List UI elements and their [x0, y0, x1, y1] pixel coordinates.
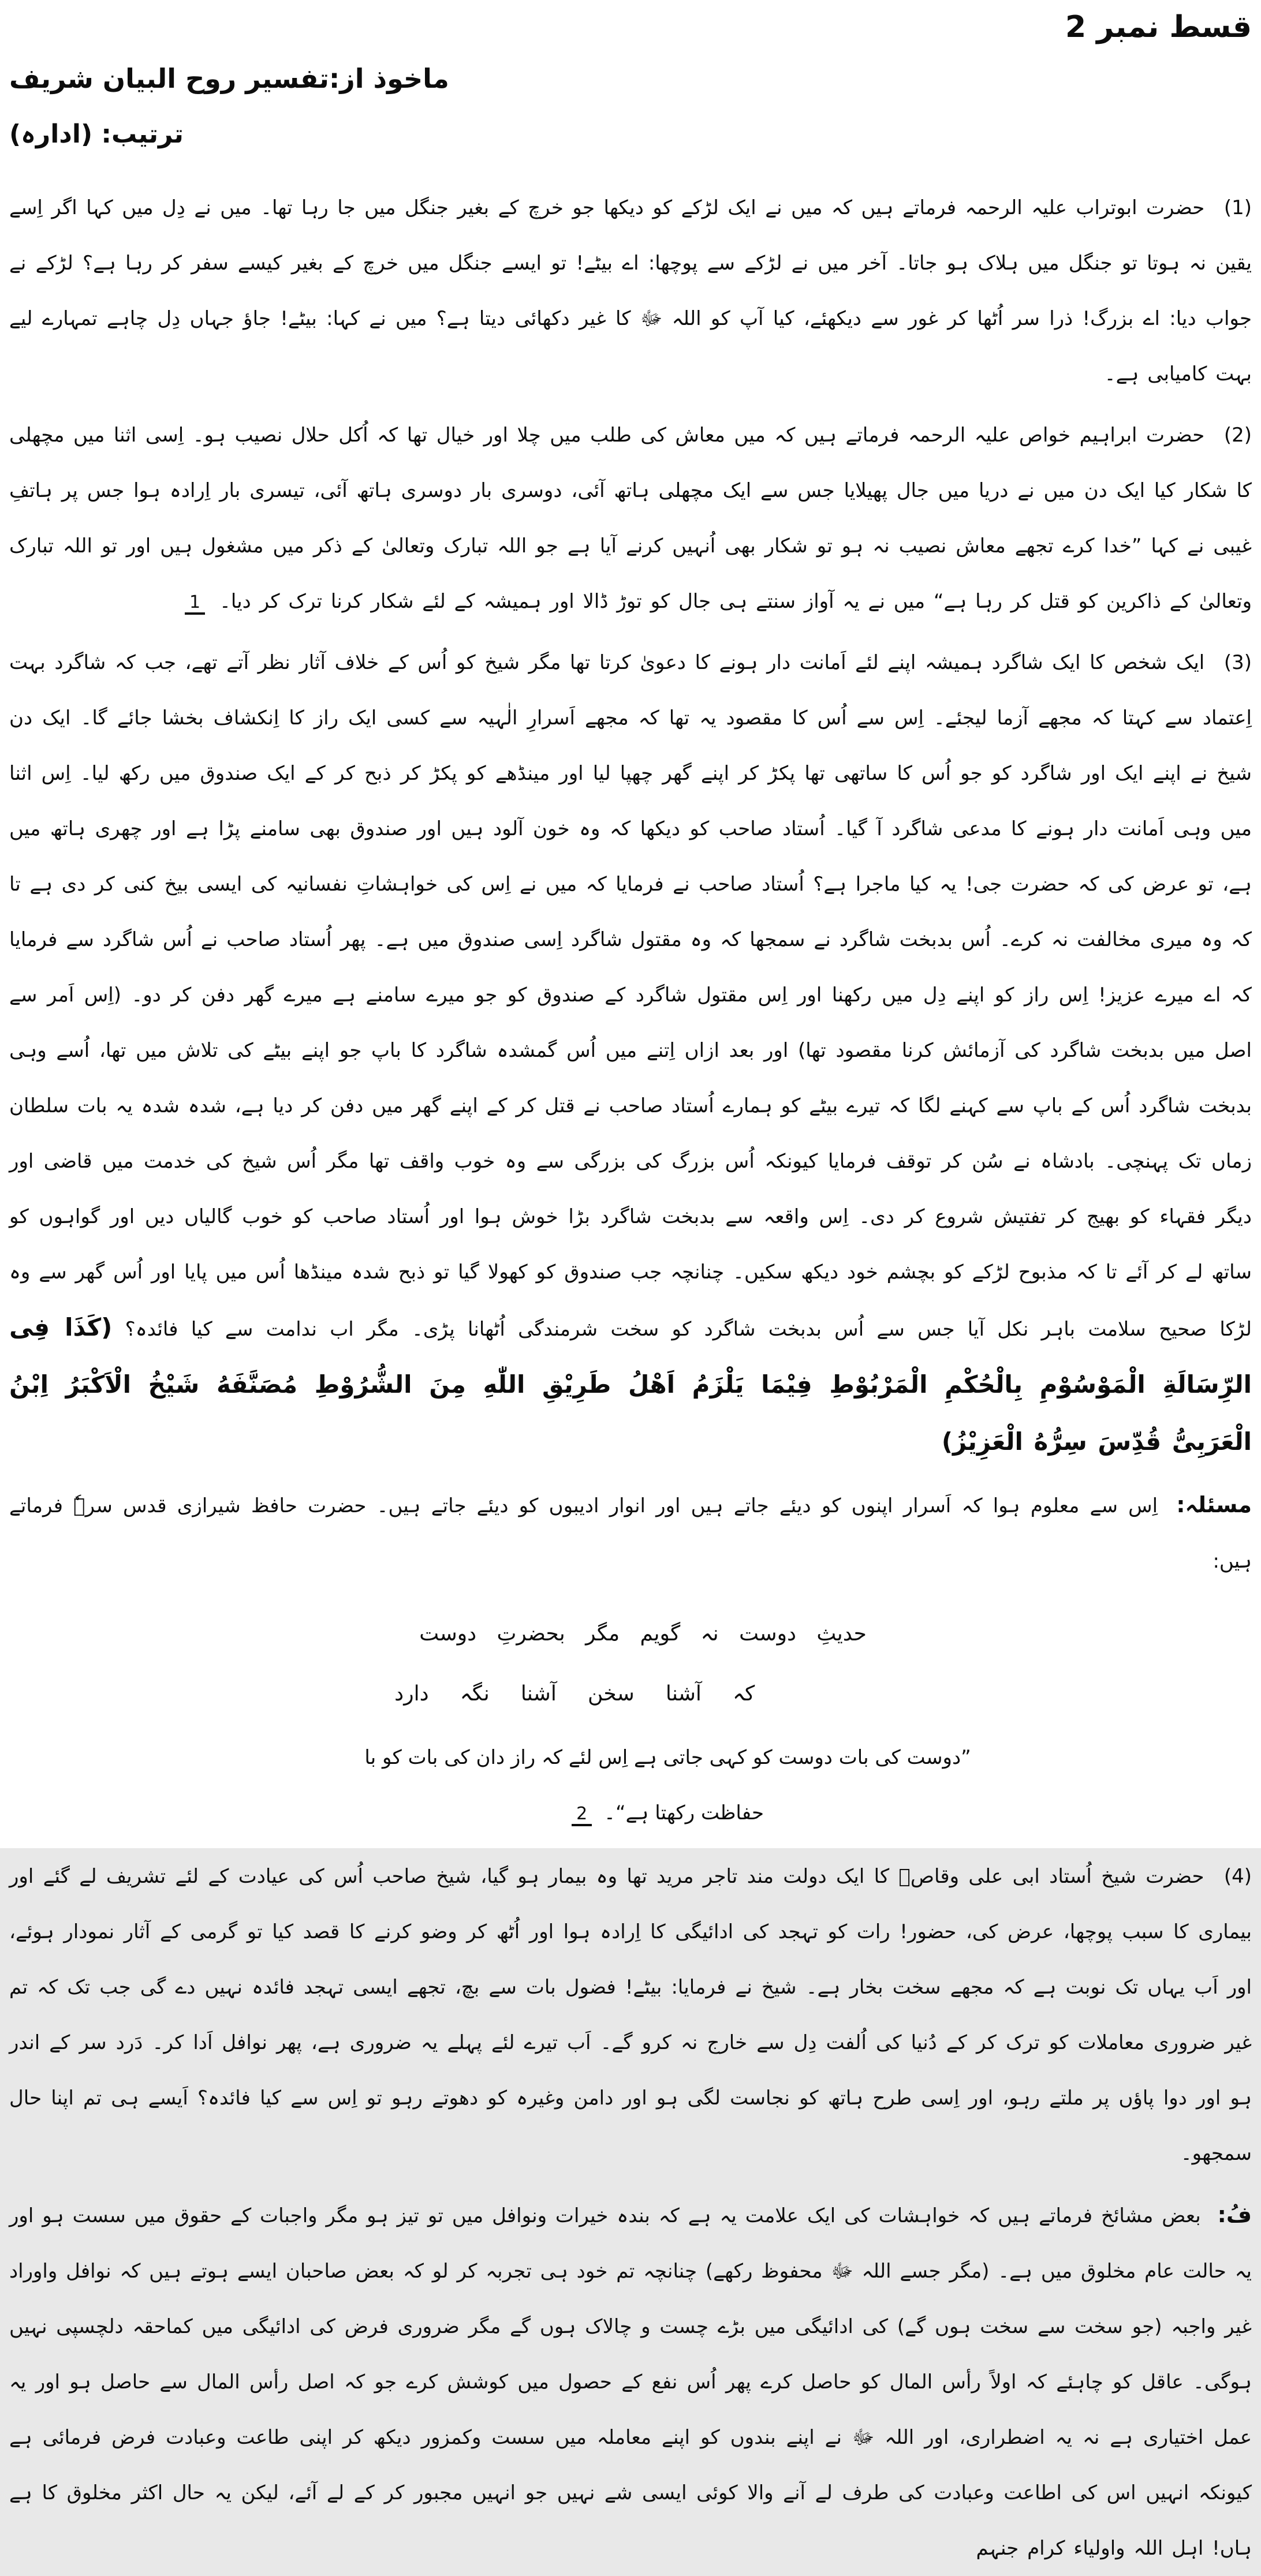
episode-number: قسط نمبر 2: [1065, 10, 1252, 44]
verse-line-2: [394, 1664, 755, 1724]
verse-word: بحضرتِ: [497, 1621, 565, 1646]
verse-word: آشنا: [665, 1681, 702, 1706]
verse-word: دوست: [419, 1621, 477, 1646]
masala-section: [9, 1477, 1252, 1589]
paragraph-3: [9, 635, 1252, 1471]
faida-text: بعض مشائخ فرماتے ہیں کہ خواہشات کی ایک علامت یہ ہے کہ بندہ خیرات ونوافل میں تو تیز ہو مگر واجبات کے حقوق میں سست ہو اور یہ حالت عام مخلوق میں ہے۔ (مگر جسے اللہ ﷻ محفوظ رکھے) چنانچہ تم خود ہی تجربہ کر لو کہ بعض صاحبان ایسے ہوتے ہیں کہ نوافل واوراد غیر واجبہ (جو سخت سے سخت ہوں گے) کی ادائیگی میں بڑے چست و چالاک ہوں گے مگر ضروری فرض کی ادائیگی میں کماحقہ دلچسپی نہیں ہوگی۔ عاقل کو چاہئے کہ اولاً رأس المال کو حاصل کرے پھر اُس نفع کے حصول میں کوشش کرے جو کہ اصل رأس المال سے حاصل ہو اور یہ عمل اختیاری ہے نہ یہ اضطراری، اور اللہ ﷻ نے اپنے بندوں کو اپنے معاملہ میں سست وکمزور دیکھ کر اپنی طاعت وعبادت فرض فرمائی ہے کیونکہ انہیں اس کی اطاعت وعبادت کی طرف لے آنے والا کوئی ایسی شے نہیں جو انہیں مجبور کر کے لے آئے، لیکن یہ حال اکثر مخلوق کا ہے ہاں! اہل اللہ واولیاء کرام جنہم: [9, 2204, 1252, 2560]
verse-word: نگہ: [460, 1681, 490, 1706]
couplet-translation: [9, 1730, 1252, 1841]
arrangement-line: ترتیب: (ادارہ): [9, 119, 184, 149]
verse-word: حدیثِ: [816, 1621, 867, 1646]
paragraph-1-text: حضرت ابوتراب علیہ الرحمہ فرماتے ہیں کہ میں نے ایک لڑکے کو دیکھا جو خرچ کے بغیر جنگل میں جا رہا تھا۔ میں نے دِل میں کہا اگر اِسے یقین نہ ہوتا تو جنگل میں ہلاک ہو جاتا۔ آخر میں نے لڑکے سے پوچھا: اے بیٹے! تو ایسے جنگل میں خرچ کے بغیر کیسے سفر کر رہا ہے؟ لڑکے نے جواب دیا: اے بزرگ! ذرا سر اُٹھا کر غور سے دیکھئے، کیا آپ کو اللہ ﷻ کا غیر دکھائی دیتا ہے؟ میں نے کہا: بیٹے! جاؤ جہاں دِل چاہے تمہارے لیے بہت کامیابی ہے۔: [9, 196, 1252, 386]
verse-word: مگر: [585, 1621, 620, 1646]
paragraph-3-number: (3): [1223, 650, 1252, 674]
verse-word: دارد: [394, 1681, 429, 1706]
verse-word: گویم: [640, 1621, 681, 1646]
paragraph-4: [9, 1849, 1252, 2181]
verse-word: دوست: [739, 1621, 796, 1646]
masala-text: اِس سے معلوم ہوا کہ اَسرار اپنوں کو دیئے جاتے ہیں اور انوار ادیبوں کو دیئے جاتے ہیں۔ حضرت حافظ شیرازی قدس سرہٗ فرماتے ہیں:: [9, 1494, 1252, 1573]
paragraph-4-number: (4): [1223, 1864, 1252, 1888]
verse-word: نہ: [700, 1621, 719, 1646]
faida-label: فُ:: [1217, 2201, 1252, 2227]
paragraph-2-text: حضرت ابراہیم خواص علیہ الرحمہ فرماتے ہیں کہ میں معاش کی طلب میں چلا اور خیال تھا کہ اُکل حلال نصیب ہو۔ اِسی اثنا میں مچھلی کا شکار کیا ایک دن میں نے دریا میں جال پھیلایا جس سے ایک مچھلی ہاتھ آئی، دوسری بار دوسری ہاتھ آئی، تیسری بار اِرادہ ہوا جس پر ہاتفِ غیبی نے کہا ”خدا کرے تجھے معاش نصیب نہ ہو تو شکار بھی اُنہیں کرنے آیا ہے جو اللہ تبارک وتعالیٰ کے ذکر میں مشغول ہیں اور تو اللہ تبارک وتعالیٰ کے ذاکرین کو قتل کر رہا ہے“ میں نے یہ آواز سنتے ہی جال کو توڑ ڈالا اور ہمیشہ کے لئے شکار کرنا ترک کر دیا۔: [9, 423, 1252, 613]
arabic-citation: (کَذَا فِی الرِّسَالَةِ الْمَوْسُوْمِ بِالْحُکْمِ الْمَرْبُوْطِ فِیْمَا یَلْزَمُ اَهْلُ طَرِیْقِ اللّٰهِ مِنَ الشُّرُوْطِ مُصَنَّفَهُ شَیْخُ الْاَکْبَرُ اِبْنُ الْعَرَبِیُّ قُدِّسَ سِرُّهُ الْعَزِیْزُ): [9, 1313, 1252, 1456]
paragraph-3-text: ایک شخص کا ایک شاگرد ہمیشہ اپنے لئے اَمانت دار ہونے کا دعویٰ کرتا تھا مگر شیخ کو اُس کے خلاف آثار نظر آتے تھے، جب کہ شاگرد بہت اِعتماد سے کہتا کہ مجھے آزما لیجئے۔ اِس سے اُس کا مقصود یہ تھا کہ مجھے اَسرارِ الٰہیہ سے کسی ایک راز کا اِنکشاف بخشا جائے گا۔ ایک دن شیخ نے اپنے ایک اور شاگرد کو جو اُس کا ساتھی تھا پکڑ کر اپنے گھر چھپا لیا اور مینڈھے کو پکڑ کر ذبح کر کے ایک صندوق میں رکھ لیا۔ اِس اثنا میں وہی اَمانت دار ہونے کا مدعی شاگرد آ گیا۔ اُستاد صاحب کو دیکھا کہ وہ خون آلود ہیں اور صندوق بھی سامنے پڑا ہے اور چھری ہاتھ میں ہے، تو عرض کی کہ حضرت جی! یہ کیا ماجرا ہے؟ اُستاد صاحب نے فرمایا کہ میں نے اِس کی خواہشاتِ نفسانیہ کی ایسی بیخ کنی کر دی ہے تا کہ وہ میری مخالفت نہ کرے۔ اُس بدبخت شاگرد نے سمجھا کہ وہ مقتول شاگرد اِسی صندوق میں ہے۔ پھر اُستاد صاحب نے اُس شاگرد سے فرمایا کہ اے میرے عزیز! اِس راز کو اپنے دِل میں رکھنا اور اِس مقتول شاگرد کے صندوق کو جو میرے سامنے ہے میرے گھر دفن کر دو۔ (اِس اَمر سے اصل میں بدبخت شاگرد کی آزمائش کرنا مقصود تھا) اور بعد ازاں اِتنے میں اُس گمشدہ شاگرد کا باپ جو اپنے بیٹے کی تلاش میں تھا، اُسے وہی بدبخت شاگرد اُس کے باپ سے کہنے لگا کہ تیرے بیٹے کو ہمارے اُستاد صاحب نے قتل کر کے اپنے گھر میں دفن کر دیا ہے، شدہ شدہ یہ بات سلطان زماں تک پہنچی۔ بادشاہ نے سُن کر توقف فرمایا کیونکہ اُس بزرگ کی بزرگی سے وہ خوب واقف تھا مگر اُس شیخ کی خدمت میں قاضی اور دیگر فقہاء کو بھیج کر تفتیش شروع کر دی۔ اِس واقعہ سے بدبخت شاگرد بڑا خوش ہوا اور اُستاد صاحب کو خوب گالیاں دیں اور گواہوں کو ساتھ لے کر آئے تا کہ مذبوح لڑکے کو بچشم خود دیکھ سکیں۔ چنانچہ جب صندوق کو کھولا گیا تو ذبح شدہ مینڈھا اُس میں پایا اور اُس گھر سے وہ لڑکا صحیح سلامت باہر نکل آیا جس سے اُس بدبخت شاگرد کو سخت شرمندگی اُٹھانا پڑی۔ مگر اب ندامت سے کیا فائدہ؟: [9, 650, 1252, 1341]
paragraph-2-number: (2): [1223, 423, 1252, 447]
paragraph-2: [9, 407, 1252, 629]
paragraph-4-text: حضرت شیخ اُستاد ابی علی وقاصؒ کا ایک دولت مند تاجر مرید تھا وہ بیمار ہو گیا، شیخ صاحب اُس کی عیادت کے لئے تشریف لے گئے اور بیماری کا سبب پوچھا، عرض کی، حضور! رات کو تہجد کی ادائیگی کا اِرادہ ہوا اور اُٹھ کر وضو کرنے کا قصد کیا تو گرمی کے آثار نمودار ہوئے، اور اَب یہاں تک نوبت ہے کہ مجھے سخت بخار ہے۔ شیخ نے فرمایا: بیٹے! فضول بات سے بچ، تجھے ایسی تہجد فائدہ نہیں دے گی جب تک کہ تم غیر ضروری معاملات کو ترک کر کے دُنیا کی اُلفت دِل سے خارج نہ کرو گے۔ اَب تیرے لئے پہلے یہ ضروری ہے، پھر نوافل اَدا کر۔ دَرد سر کے اندر ہو اور دوا پاؤں پر ملتے رہو، اور اِسی طرح ہاتھ کو نجاست لگی ہو اور دامن وغیرہ کو دھوتے رہو تو اِس سے کیا فائدہ؟ اَیسے ہی تم اپنا حال سمجھو۔: [9, 1864, 1252, 2165]
source-line: ماخوذ از:تفسیر روح البیان شریف: [9, 62, 449, 94]
footnote-ref-2: 2: [572, 1805, 592, 1826]
faida-section: [9, 2187, 1252, 2576]
verse-word: کہ: [732, 1681, 755, 1706]
couplet-translation-text: ”دوست کی بات دوست کو کہی جاتی ہے اِس لئے کہ راز دان کی بات کو با حفاظت رکھتا ہے“۔: [364, 1745, 971, 1824]
verse-line-1: [419, 1604, 867, 1664]
verse-word: سخن: [587, 1681, 635, 1706]
verse-word: آشنا: [520, 1681, 557, 1706]
footnote-ref-1: 1: [185, 594, 205, 615]
paragraph-1: [9, 180, 1252, 402]
masala-label: مسئلہ:: [1176, 1491, 1252, 1517]
poetry-couplet: [9, 1604, 1252, 1724]
paragraph-1-number: (1): [1223, 196, 1252, 219]
